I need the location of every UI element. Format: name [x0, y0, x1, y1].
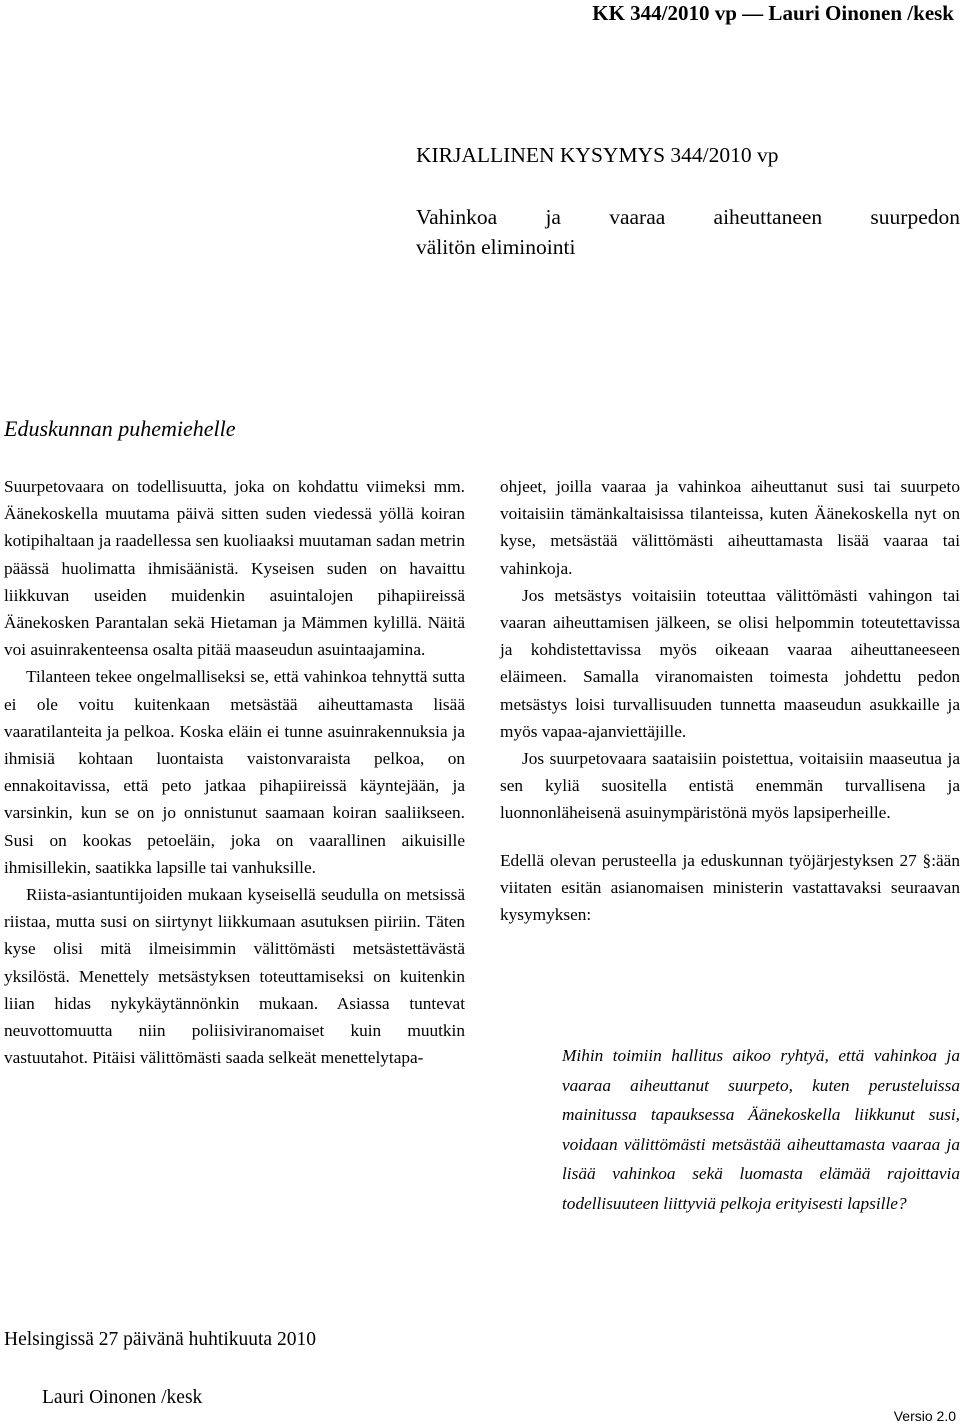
body-paragraph: Tilanteen tekee ongelmalliseksi se, että vahinkoa tehnyttä sutta ei ole voitu kuitenkaan metsästää aiheuttamasta lisää vaaratilanteita ja pelkoa. Koska eläin ei tunne asuinrakennuksia ja ihmisiä kohtaan luontaista vaistonvaraista pelkoa, on ennakoitavissa, että peto jatkaa pihapiireissä käyntejään, ja varsinkin, kun se on jo onnistunut saamaan koiran saaliikseen. Susi on kookas petoeläin, joka on vaarallinen aikuisille ihmisillekin, saatikka lapsille tai vanhuksille.	[4, 667, 465, 877]
document-title-line-2: välitön eliminointi	[416, 235, 576, 259]
body-paragraph: Riista-asiantuntijoiden mukaan kyseisellä seudulla on metsissä riistaa, mutta susi on siirtynyt liikkumaan asutuksen piiriin. Täten kyse olisi mitä ilmeisimmin välittömästi metsästettävästä yksilöstä. Menettely metsästyksen toteuttamiseksi on kuitenkin liian hidas nykykäytännönkin mukaan. Asiassa tuntevat neuvottomuutta niin poliisiviranomaiset kuin muutkin vastuutahot. Pitäisi välittömästi saada selkeät menettelytapa-	[4, 885, 465, 1068]
signer-name: Lauri Oinonen /kesk	[42, 1387, 203, 1408]
body-paragraph: Jos suurpetovaara saataisiin poistettua, voitaisiin maaseutua ja sen kyliä suositella entistä enemmän turvallisena ja luonnonläheisenä asuinympäristönä myös lapsiperheille.	[500, 749, 960, 823]
body-left-column	[4, 473, 465, 1071]
signoff-place-date: Helsingissä 27 päivänä huhtikuuta 2010	[4, 1329, 316, 1350]
addressee-heading: Eduskunnan puhemiehelle	[4, 416, 236, 441]
document-type-heading: KIRJALLINEN KYSYMYS 344/2010 vp	[416, 143, 779, 167]
body-paragraph: ohjeet, joilla vaaraa ja vahinkoa aiheuttanut susi tai suurpeto voitaisiin tämänkaltaisissa tilanteissa, kuten Äänekoskella nyt on kyse, metsästää välittömästi aiheuttamasta lisää vaaraa tai vahinkoja.	[500, 477, 960, 578]
body-paragraph: Suurpetovaara on todellisuutta, joka on kohdattu viimeksi mm. Äänekoskella muutama päivä sitten suden viedessä yöllä koiran kotipihaltaan ja raadellessa sen kuoliaaksi muutaman sadan metrin päässä huolimatta ihmisäänistä. Kyseisen suden on havaittu liikkuvan useiden muidenkin asuintalojen pihapiireissä Äänekosken Parantalan sekä Hietaman ja Mämmen kylillä. Näitä voi asuinrakenteensa osalta pitää maaseudun asuintaajamina.	[4, 477, 465, 660]
document-title	[416, 202, 960, 262]
document-reference-header: KK 344/2010 vp — Lauri Oinonen /kesk	[592, 1, 954, 25]
version-label: Versio 2.0	[893, 1408, 956, 1424]
document-title-line-1: Vahinkoa ja vaaraa aiheuttaneen suurpedon	[416, 205, 960, 229]
written-question-text: Mihin toimiin hallitus aikoo ryhtyä, että vahinkoa ja vaaraa aiheuttanut suurpeto, kuten perusteluissa mainitussa tapauksessa Äänekoskella liikkunut susi, voidaan välittömästi metsästää aiheuttamasta vaaraa ja lisää vahinkoa sekä luomasta elämää rajoittavia todellisuuteen liittyviä pelkoja erityisesti lapsille?	[562, 1046, 960, 1213]
body-right-column	[500, 473, 960, 928]
question-introduction: Edellä olevan perusteella ja eduskunnan työjärjestyksen 27 §:ään viitaten esitän asianomaisen ministerin vastattavaksi seuraavan kysymyksen:	[500, 850, 960, 925]
body-paragraph: Jos metsästys voitaisiin toteuttaa välittömästi vahingon tai vaaran aiheuttamisen jälkeen, se olisi helpommin toteutettavissa ja kohdistettavissa myös oikeaan vaaraa aiheuttaneeseen eläimeen. Samalla viranomaisten toimesta johdettu pedon metsästys loisi turvallisuuden tunnetta maaseudun asukkaille ja myös vapaa-ajanviettäjille.	[500, 585, 960, 741]
